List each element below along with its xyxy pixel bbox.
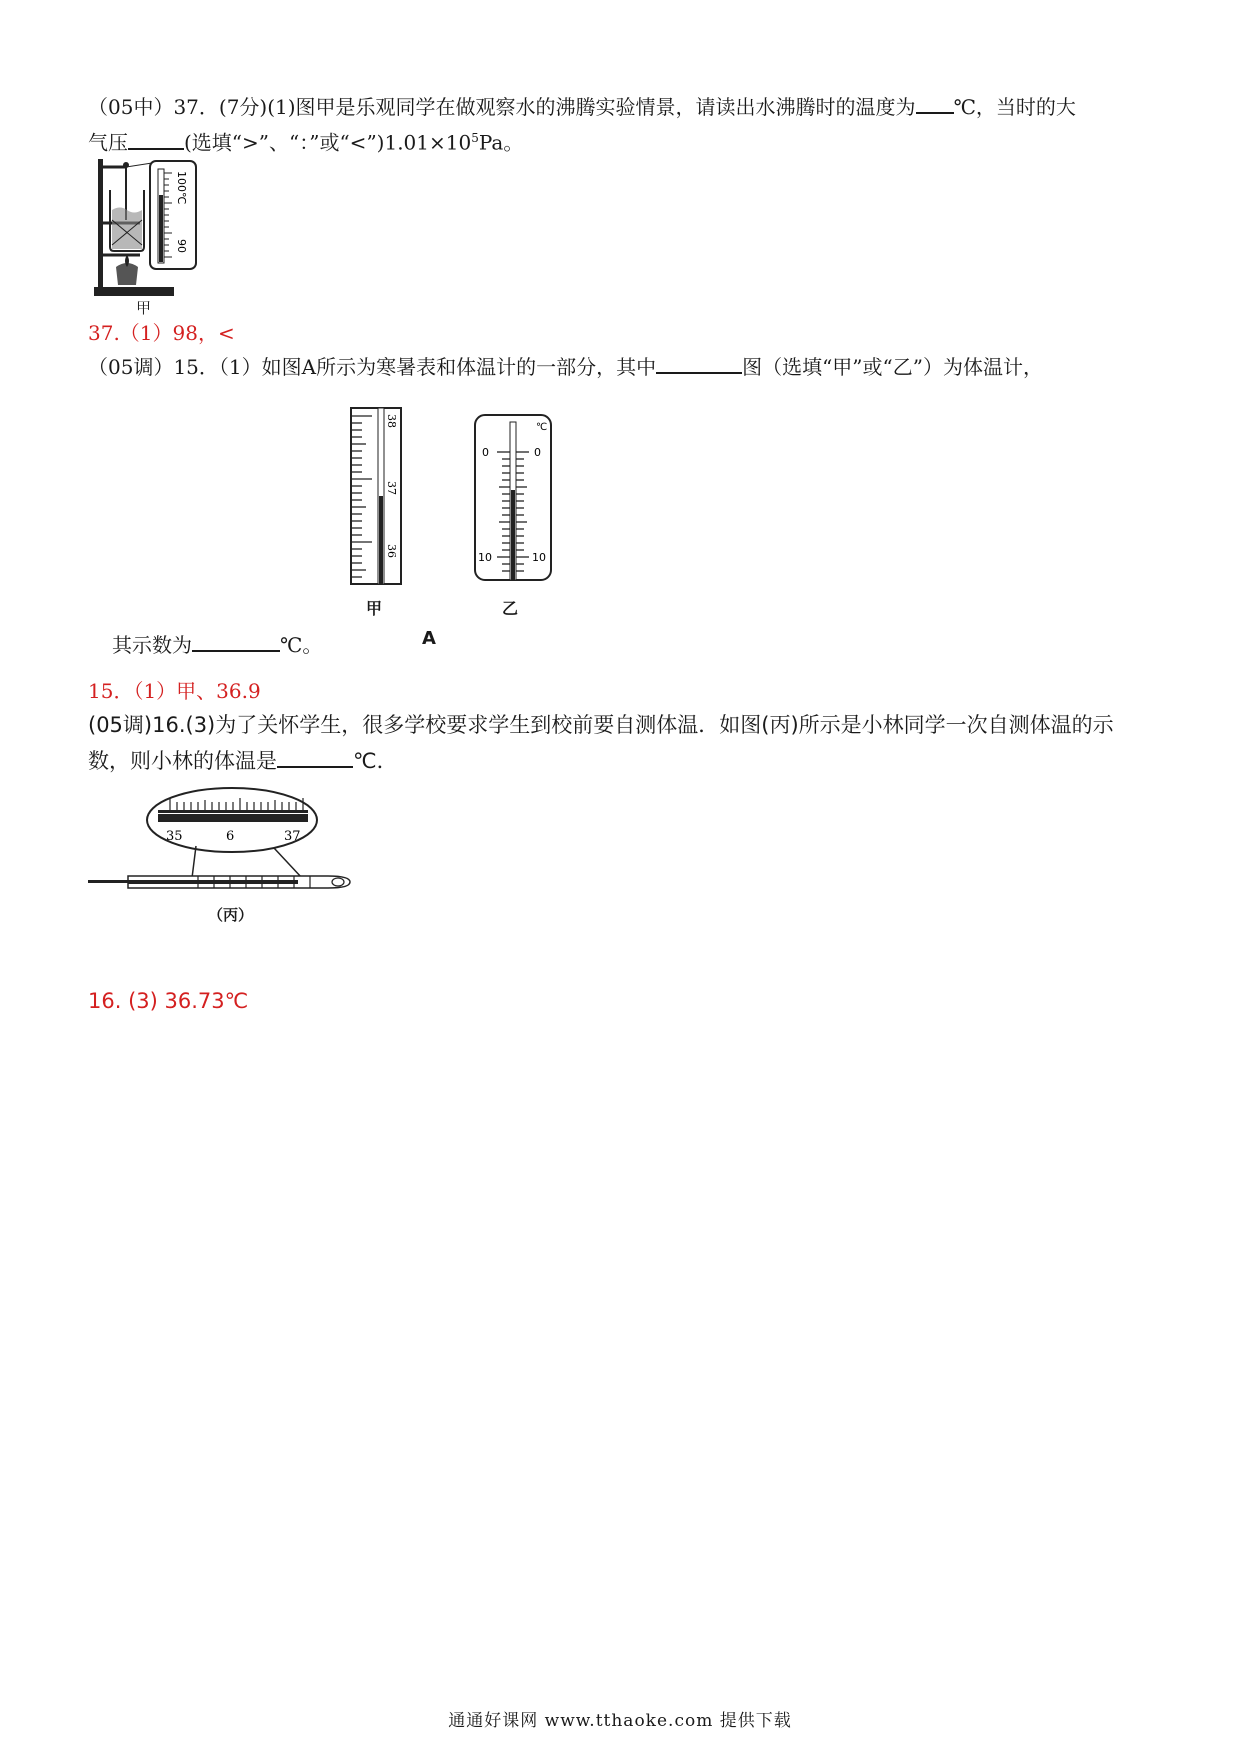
- thermometer-bing-figure: [88, 786, 354, 894]
- scale-label-90: 90: [175, 239, 188, 253]
- jia-tick-36: 36: [385, 544, 398, 558]
- q37-line2: [88, 123, 523, 158]
- clinical-thermometer-jia: [348, 406, 404, 588]
- q15-line1: [88, 352, 1043, 382]
- figure-caption-yi: 乙: [502, 599, 519, 618]
- yi-label-bottom-right: 10: [532, 551, 546, 564]
- q37-prefix: （05中）37．(7分)(1)图甲是乐观同学在做观察水的沸腾实验情景，请读出水沸腾时的温度为: [88, 95, 916, 119]
- bing-label-6: 6: [226, 829, 235, 844]
- yi-label-top-right: 0: [534, 446, 541, 459]
- bing-label-37: 37: [284, 829, 301, 844]
- yi-label-bottom-left: 10: [478, 551, 492, 564]
- jia-tick-37: 37: [385, 481, 398, 495]
- figure-caption-A: A: [422, 628, 436, 649]
- q15-text: （05调）15．（1）如图A所示为寒暑表和体温计的一部分，其中: [88, 355, 657, 379]
- q15-blank-reading: [192, 630, 280, 652]
- q16-line2-prefix: 数，则小林的体温是: [88, 749, 277, 773]
- q16-blank-temperature: [277, 746, 353, 768]
- q37-line2-rest: (选填“>”、“：”或“<”)1.01×10: [184, 130, 472, 155]
- q37-line1: [88, 92, 1076, 122]
- q37-line2-start: 气压: [88, 130, 128, 155]
- yi-unit: ℃: [536, 422, 548, 433]
- q15-text2: 图（选填“甲”或“乙”）为体温计，: [742, 355, 1043, 379]
- figure-caption-bing: （丙）: [208, 906, 254, 924]
- figure-caption-jia: 甲: [366, 599, 383, 618]
- q37-pa: Pa。: [478, 130, 524, 155]
- q15-reading-line: [112, 630, 322, 660]
- yi-label-top-left: 0: [482, 446, 489, 459]
- q15-answer: 15．（1）甲、36.9: [88, 679, 261, 703]
- q16-answer: 16. (3) 36.73℃: [88, 989, 249, 1013]
- q37-blank-temperature: [916, 92, 954, 114]
- q37-answer: 37.（1）98，<: [88, 321, 235, 345]
- scale-label-100: 100℃: [175, 171, 188, 205]
- q15-reading-prefix: 其示数为: [112, 633, 192, 657]
- q16-line2: [88, 744, 398, 778]
- q16-line1: (05调)16.(3)为了关怀学生，很多学校要求学生到校前要自测体温．如图(丙)所示是小林同学一次自测体温的示: [88, 713, 1114, 737]
- bing-label-35: 35: [166, 829, 183, 844]
- page-footer: 通通好课网 www.tthaoke.com 提供下载: [448, 1711, 792, 1731]
- boiling-apparatus-figure: [90, 155, 202, 307]
- q16-line2-unit: ℃．: [353, 749, 398, 773]
- q15-reading-unit: ℃。: [280, 633, 323, 657]
- q37-blank-pressure: [128, 128, 184, 150]
- stand-base: [94, 287, 174, 296]
- room-thermometer-yi: [472, 412, 554, 584]
- q37-unit: ℃，当时的大: [953, 95, 1076, 119]
- jia-tick-38: 38: [385, 414, 398, 428]
- magnified-scale: [150, 161, 196, 269]
- figure-caption-jia-37: 甲: [136, 299, 152, 317]
- q37-exponent: 5: [471, 131, 479, 145]
- q15-blank-choice: [656, 352, 742, 374]
